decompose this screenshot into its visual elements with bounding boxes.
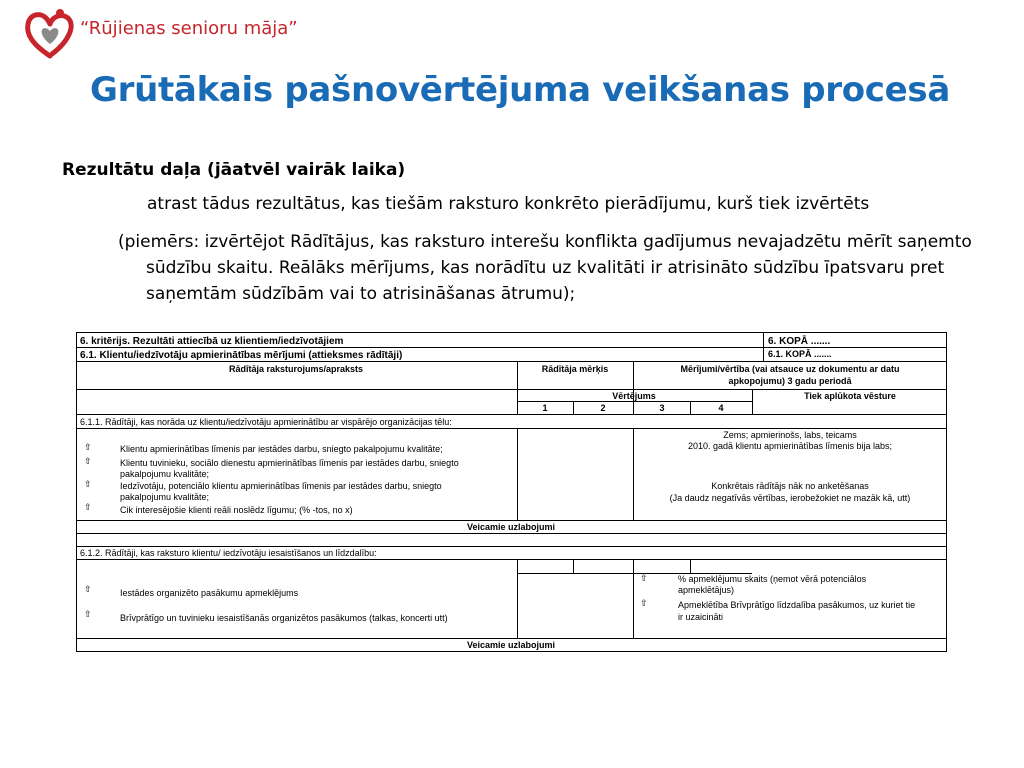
section1-note-4: (Ja daudz negatīvās vērtības, ierobežokiet ne mazāk kā, utt)	[669, 493, 911, 503]
section2-measure: % apmeklējumu skaits (ņemot vērā potenciālos	[678, 574, 867, 584]
section-heading: Rezultātu daļa (jāatvēl vairāk laika)	[62, 160, 406, 180]
section1-title: 6.1.1. Rādītāji, kas norāda uz klientu/iedzīvotāju apmierinātību ar vispārējo organizācijas tēlu:	[80, 417, 452, 427]
arrow-up-icon: ⇧	[84, 479, 92, 489]
body-line-1: atrast tādus rezultātus, kas tiešām raksturo konkrēto pierādījumu, kurš tiek izvērtēts	[147, 194, 870, 214]
col-measure-1: Mērījumi/vērtība (vai atsauce uz dokumentu ar datu	[680, 364, 900, 374]
arrow-up-icon: ⇧	[640, 598, 648, 608]
arrow-up-icon: ⇧	[84, 442, 92, 452]
improvements-label: Veicamie uzlabojumi	[466, 640, 556, 650]
section2-title: 6.1.2. Rādītāji, kas raksturo klientu/ iedzīvotāju iesaistīšanos un līdzdalību:	[80, 548, 377, 558]
section2-item: Iestādes organizēto pasākumu apmeklējums	[120, 588, 299, 598]
arrow-up-icon: ⇧	[84, 456, 92, 466]
col-target: Rādītāja mērķis	[541, 364, 609, 374]
section1-item: Iedzīvotāju, potenciālo klientu apmierinātības līmenis par iestādes darbu, sniegto	[120, 481, 442, 491]
arrow-up-icon: ⇧	[84, 584, 92, 594]
arrow-up-icon: ⇧	[640, 573, 648, 583]
section2-measure: Apmeklētība Brīvprātīgo līdzdalība pasākumos, uz kuriet tie	[678, 600, 916, 610]
score-1: 1	[542, 403, 548, 413]
col-score: Vērtējums	[612, 391, 656, 401]
section1-note-3: Konkrētais rādītājs nāk no anketēšanas	[711, 481, 869, 491]
section1-item: pakalpojumu kvalitāte;	[120, 492, 210, 502]
score-4: 4	[718, 403, 724, 413]
section2-item: Brīvprātīgo un tuvinieku iesaistīšanās organizētos pasākumos (talkas, koncerti utt)	[120, 613, 448, 623]
section1-item: Cik interesējošie klienti reāli noslēdz līgumu; (% -tos, no x)	[120, 505, 353, 515]
section1-note-2: 2010. gadā klientu apmierinātības līmenis bija labs;	[687, 441, 893, 451]
section1-item: pakalpojumu kvalitāte;	[120, 469, 210, 479]
section2-measure: apmeklētājus)	[678, 585, 735, 595]
criterion-label: 6. kritērijs. Rezultāti attiecībā uz klientiem/iedzīvotājiem	[80, 336, 344, 347]
col-history: Tiek aplūkota vēsture	[804, 391, 896, 401]
section1-item: Klientu tuvinieku, sociālo dienestu apmierinātības līmenis par iestādes darbu, sniegto	[120, 458, 459, 468]
section2-measure: ir uzaicināti	[678, 612, 724, 622]
section1-note-1: Zems; apmierinošs, labs, teicams	[723, 430, 857, 440]
col-indicator: Rādītāja raksturojums/apraksts	[228, 364, 364, 374]
score-2: 2	[600, 403, 606, 413]
arrow-up-icon: ⇧	[84, 502, 92, 512]
subcriterion-total: 6.1. KOPĀ .......	[768, 349, 832, 359]
assessment-form	[76, 332, 947, 652]
col-measure-2: apkopojumu) 3 gadu periodā	[728, 376, 852, 386]
body-line-2: (piemērs: izvērtējot Rādītājus, kas raksturo interešu konflikta gadījumus nevajadzētu mērīt saņemto sūdzību skaitu. Reālāks mērījums, kas norādītu uz kvalitāti ir atrisināto sūdzību īpatsvaru pret saņemtām sūdzībām vai to atrisināšanas ātrumu);	[118, 232, 972, 304]
arrow-up-icon: ⇧	[84, 609, 92, 619]
heart-logo-icon	[22, 4, 78, 60]
logo	[22, 4, 78, 60]
subcriterion-label: 6.1. Klientu/iedzīvotāju apmierinātības mērījumi (attieksmes rādītāji)	[80, 350, 403, 361]
page-title: Grūtākais pašnovērtējuma veikšanas procesā	[90, 70, 950, 110]
improvements-label: Veicamie uzlabojumi	[466, 522, 556, 532]
score-3: 3	[659, 403, 665, 413]
section1-item: Klientu apmierinātības līmenis par iestādes darbu, sniegto pakalpojumu kvalitāte;	[120, 444, 443, 454]
criterion-total: 6. KOPĀ .......	[768, 336, 831, 347]
brand-name: “Rūjienas senioru māja”	[80, 18, 298, 39]
